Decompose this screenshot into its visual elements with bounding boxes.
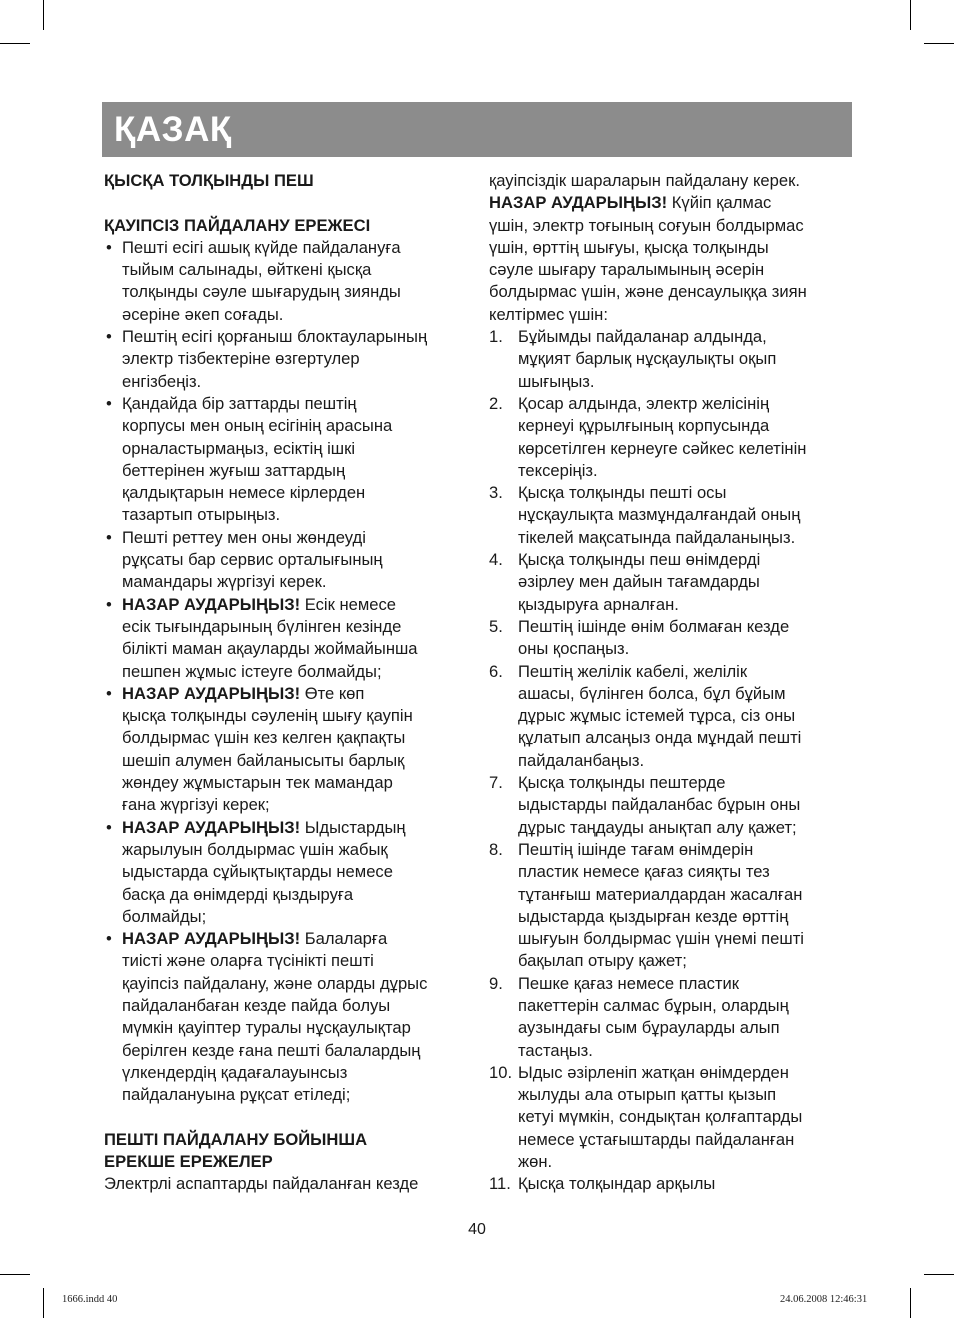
rule-text: мұқият барлық нұсқаулықты оқып [518, 349, 777, 369]
section-heading-microwave: ҚЫСҚА ТОЛҚЫНДЫ ПЕШ [104, 171, 314, 190]
left-column [104, 170, 469, 1196]
rule-text: әзірлеу мен дайын тағамдарды [518, 572, 760, 592]
rule-text: Пештің ішінде тағам өнімдерін [518, 839, 754, 859]
rule-text: жөн. [518, 1152, 553, 1172]
bullet-text: Ыдыстардың [300, 817, 406, 837]
bullet-line [122, 794, 469, 816]
rule-line [518, 950, 851, 972]
numbered-rules-list [489, 326, 851, 1196]
bullet-text: білікті маман ақауларды жоймайынша [122, 639, 418, 659]
numbered-rule-item [489, 616, 851, 661]
warning-text: Күйіп қалмас [667, 193, 772, 213]
rule-number: 4. [489, 550, 503, 570]
rule-line [518, 839, 851, 861]
bullet-line [122, 571, 469, 593]
warning-label: НАЗАР АУДАРЫҢЫЗ! [122, 683, 301, 703]
rule-text: немесе ұстағыштарды пайдаланған [518, 1129, 795, 1149]
rule-text: нұсқаулықта мазмұндалғандай оның [518, 505, 801, 525]
bullet-line [122, 817, 469, 839]
rule-line [518, 661, 851, 683]
bullet-line [122, 527, 469, 549]
language-header-band [102, 102, 852, 157]
bullet-text: жарылуын болдырмас үшін жабық [122, 839, 388, 859]
rule-line [518, 415, 851, 437]
rule-text: шығуын болдырмас үшін үнемі пешті [518, 929, 804, 949]
bullet-text: пешпен жұмыс істеуге болмайды; [122, 661, 382, 681]
rule-text: Қысқа толқынды пешті осы [518, 483, 727, 503]
warning-text: болдырмас үшін, және денсаулыққа зиян [489, 282, 807, 302]
bullet-line [122, 393, 469, 415]
warning-label: НАЗАР АУДАРЫҢЫЗ! [122, 594, 301, 614]
right-column [489, 170, 851, 1196]
bullet-line [122, 950, 469, 972]
rule-line [518, 928, 851, 950]
warning-line [489, 215, 851, 237]
bullet-mark: • [106, 237, 112, 257]
bullet-text: Балаларға [300, 929, 388, 949]
rule-text: тұтанғыш материалдардан жасалған [518, 884, 803, 904]
safety-bullet-item [104, 594, 469, 683]
bullet-text: Пештің есігі қорғаныш блоктауларының [122, 327, 428, 347]
rule-text: Қысқа толқынды пештерде [518, 773, 726, 793]
crop-mark [924, 43, 954, 44]
bullet-line [122, 750, 469, 772]
warning-label: НАЗАР АУДАРЫҢЫЗ! [122, 929, 301, 949]
bullet-line [122, 661, 469, 683]
rule-line [518, 906, 851, 928]
rule-line [518, 683, 851, 705]
rule-line [518, 727, 851, 749]
bullet-text: қауіпсіз пайдалану, және оларды дұрыс [122, 973, 428, 993]
bullet-text: жөндеу жұмыстарын тек мамандар [122, 773, 393, 793]
bullet-mark: • [106, 594, 112, 614]
rule-text: қыздыруға арналған. [518, 594, 679, 614]
bullet-line [122, 237, 469, 259]
bullet-text: берілген кезде ғана пешті балалардың [122, 1040, 421, 1060]
rule-text: кернеуі құрылғының корпусында [518, 416, 770, 436]
warning-paragraph [489, 192, 851, 326]
warning-line [489, 259, 851, 281]
bullet-line [122, 638, 469, 660]
bullet-text: болдырмас үшін кез келген қақпақты [122, 728, 406, 748]
rule-text: Пештің желілік кабелі, желілік [518, 661, 748, 681]
rule-text: көрсетілген кернеуге сәйкес келетінін [518, 438, 807, 458]
rule-line [518, 460, 851, 482]
rule-line [518, 1173, 851, 1195]
bullet-line [122, 772, 469, 794]
numbered-rule-item [489, 839, 851, 973]
rule-text: тікелей мақсатында пайдаланыңыз. [518, 527, 796, 547]
warning-text: келтірмес үшін: [489, 304, 608, 324]
bullet-text: Есік немесе [300, 594, 397, 614]
bullet-text: пайдаланбаған кезде пайда болуы [122, 995, 391, 1015]
print-slug-date: 24.06.2008 12:46:31 [780, 1294, 868, 1305]
rule-line [518, 1151, 851, 1173]
rule-text: бақылап отыру қажет; [518, 951, 687, 971]
bullet-text: шешіп алумен байланысыты барлық [122, 750, 405, 770]
rule-line [518, 571, 851, 593]
numbered-rule-item [489, 772, 851, 839]
bullet-line [122, 705, 469, 727]
safety-bullet-item [104, 393, 469, 527]
crop-mark [0, 1274, 30, 1275]
rule-number: 6. [489, 661, 503, 681]
rule-line [518, 995, 851, 1017]
safety-bullet-item [104, 817, 469, 928]
safety-bullet-item [104, 928, 469, 1106]
language-title: ҚАЗАҚ [114, 110, 232, 149]
warning-text: үшін, электр тоғының соғуын болдырмас [489, 215, 804, 235]
bullet-mark: • [106, 393, 112, 413]
rule-line [518, 705, 851, 727]
bullet-mark: • [106, 683, 112, 703]
warning-line [489, 192, 851, 214]
rule-text: дұрыс жұмыс істемей тұрса, сіз оны [518, 706, 796, 726]
bullet-text: үлкендердің қадағалауынсыз [122, 1062, 348, 1082]
numbered-rule-item [489, 393, 851, 482]
rule-text: аузындағы сым бұрауларды алып [518, 1018, 780, 1038]
bullet-text: Өте көп [300, 683, 365, 703]
bullet-line [122, 884, 469, 906]
bullet-line [122, 594, 469, 616]
bullet-text: корпусы мен оның есігінің арасына [122, 416, 393, 436]
bullet-line [122, 460, 469, 482]
bullet-line [122, 1084, 469, 1106]
rule-line [518, 1129, 851, 1151]
bullet-text: ыдыстарда сұйықтықтарды немесе [122, 862, 393, 882]
print-slug-file: 1666.indd 40 [62, 1294, 118, 1305]
bullet-line [122, 928, 469, 950]
rule-text: құлатып алсаңыз онда мұндай пешті [518, 728, 802, 748]
bullet-line [122, 482, 469, 504]
section-heading-special-rules-2: ЕРЕКШЕ ЕРЕЖЕЛЕР [104, 1152, 273, 1172]
rule-number: 7. [489, 773, 503, 793]
bullet-line [122, 727, 469, 749]
rule-text: жылуды ала отырып қатты қызып [518, 1085, 777, 1105]
rule-text: ыдыстарды пайдаланбас бұрын оны [518, 795, 801, 815]
numbered-rule-item [489, 326, 851, 393]
numbered-rule-item [489, 973, 851, 1062]
rule-line [518, 549, 851, 571]
rule-line [518, 638, 851, 660]
safety-bullet-item [104, 527, 469, 594]
warning-text: үшін, өрттің шығуы, қысқа толқынды [489, 237, 769, 257]
safety-bullet-item [104, 326, 469, 393]
crop-mark [910, 1288, 911, 1318]
numbered-rule-item [489, 549, 851, 616]
rule-line [518, 438, 851, 460]
bullet-line [122, 549, 469, 571]
bullet-line [122, 1040, 469, 1062]
bullet-mark: • [106, 929, 112, 949]
bullet-text: қысқа толқынды сәуленің шығу қаупін [122, 706, 413, 726]
bullet-mark: • [106, 327, 112, 347]
safety-bullet-list [104, 237, 469, 1107]
rule-line [518, 616, 851, 638]
bullet-text: мамандары жүргізуі керек. [122, 572, 327, 592]
rule-line [518, 884, 851, 906]
bullet-text: орналастырмаңыз, есіктің ішкі [122, 438, 356, 458]
bullet-text: беттерінен жуғыш заттардың [122, 460, 346, 480]
bullet-line [122, 259, 469, 281]
rule-text: оны қоспаңыз. [518, 639, 630, 659]
bullet-line [122, 683, 469, 705]
bullet-line [122, 906, 469, 928]
bullet-line [122, 415, 469, 437]
rule-line [518, 371, 851, 393]
bullet-text: мүмкін қауіптер туралы нұсқаулықтар [122, 1018, 411, 1038]
rule-line [518, 1017, 851, 1039]
rule-line [518, 594, 851, 616]
rule-line [518, 772, 851, 794]
bullet-text: тиісті және оларға түсінікті пешті [122, 951, 374, 971]
rule-text: Пештің ішінде өнім болмаған кезде [518, 616, 790, 636]
warning-label: НАЗАР АУДАРЫҢЫЗ! [122, 817, 301, 837]
bullet-mark: • [106, 817, 112, 837]
bullet-line [122, 1017, 469, 1039]
rule-line [518, 794, 851, 816]
rule-number: 5. [489, 616, 503, 636]
rule-line [518, 348, 851, 370]
warning-text: сәуле шығару таралымының әсерін [489, 260, 765, 280]
rule-line [518, 750, 851, 772]
bullet-text: басқа да өнімдерді қыздыруға [122, 884, 354, 904]
bullet-line [122, 616, 469, 638]
rule-line [518, 1084, 851, 1106]
bullet-mark: • [106, 527, 112, 547]
warning-label: НАЗАР АУДАРЫҢЫЗ! [489, 193, 668, 213]
crop-mark [910, 0, 911, 30]
rule-text: ашасы, бүлінген болса, бұл бұйым [518, 683, 786, 703]
rule-line [518, 1040, 851, 1062]
rule-number: 2. [489, 393, 503, 413]
right-intro-line: қауіпсіздік шараларын пайдалану керек. [489, 171, 800, 190]
rule-text: Пешке қағаз немесе пластик [518, 973, 740, 993]
bullet-text: толқынды сәуле шығарудың зиянды [122, 282, 401, 302]
warning-line [489, 304, 851, 326]
section-heading-safety: ҚАУІПСІЗ ПАЙДАЛАНУ ЕРЕЖЕСІ [104, 215, 371, 235]
rule-line [518, 504, 851, 526]
bullet-text: тыйым салынады, өйткені қысқа [122, 260, 372, 280]
rule-line [518, 861, 851, 883]
rule-number: 1. [489, 327, 503, 347]
rule-text: кетуі мүмкін, сондықтан қолғаптарды [518, 1107, 803, 1127]
numbered-rule-item [489, 661, 851, 772]
rule-text: пластик немесе қағаз сияқты тез [518, 862, 770, 882]
rule-line [518, 817, 851, 839]
page-number: 40 [468, 1221, 486, 1238]
numbered-rule-item [489, 1173, 851, 1195]
bullet-text: ғана жүргізуі керек; [122, 795, 270, 815]
bullet-line [122, 861, 469, 883]
rule-line [518, 1062, 851, 1084]
bullet-text: Қандайда бір заттарды пештің [122, 393, 357, 413]
bullet-text: пайдалануына рұқсат етіледі; [122, 1085, 351, 1105]
rule-number: 3. [489, 483, 503, 503]
numbered-rule-item [489, 1062, 851, 1173]
bullet-line [122, 504, 469, 526]
rule-text: Бұйымды пайдаланар алдында, [518, 327, 767, 347]
rule-text: тастаңыз. [518, 1040, 593, 1060]
bullet-line [122, 995, 469, 1017]
rule-number: 11. [489, 1174, 511, 1194]
numbered-rule-item [489, 482, 851, 549]
rule-text: Қосар алдында, электр желісінің [518, 393, 770, 413]
rule-number: 9. [489, 973, 503, 993]
section-heading-special-rules-1: ПЕШТІ ПАЙДАЛАНУ БОЙЫНША [104, 1129, 368, 1149]
safety-bullet-item [104, 237, 469, 326]
special-rules-intro: Электрлі аспаптарды пайдаланған кезде [104, 1174, 419, 1194]
bullet-line [122, 281, 469, 303]
bullet-text: есік тығындарының бүлінген кезінде [122, 616, 402, 636]
rule-text: Қысқа толқындар арқылы [518, 1174, 716, 1194]
rule-text: Ыдыс әзірленіп жатқан өнімдерден [518, 1062, 789, 1082]
rule-text: ыдыстарда қыздырған кезде өрттің [518, 906, 789, 926]
rule-line [518, 527, 851, 549]
crop-mark [924, 1274, 954, 1275]
rule-text: пайдаланбаңыз. [518, 750, 645, 770]
rule-line [518, 326, 851, 348]
bullet-text: рұқсаты бар сервис орталығының [122, 550, 383, 570]
bullet-text: енгізбеңіз. [122, 371, 202, 391]
rule-text: тексеріңіз. [518, 460, 598, 480]
rule-number: 10. [489, 1062, 513, 1082]
rule-number: 8. [489, 839, 503, 859]
bullet-text: әсеріне әкеп соғады. [122, 304, 284, 324]
rule-line [518, 393, 851, 415]
rule-text: дұрыс таңдауды анықтап алу қажет; [518, 817, 797, 837]
rule-line [518, 1106, 851, 1128]
bullet-line [122, 438, 469, 460]
bullet-line [122, 348, 469, 370]
bullet-text: қалдықтарын немесе кірлерден [122, 483, 366, 503]
crop-mark [43, 1288, 44, 1318]
bullet-text: электр тізбектеріне өзгертулер [122, 349, 360, 369]
bullet-text: болмайды; [122, 906, 207, 926]
bullet-text: тазартып отырыңыз. [122, 505, 281, 525]
crop-mark [43, 0, 44, 30]
bullet-text: Пешті реттеу мен оны жөндеуді [122, 527, 366, 547]
bullet-text: Пешті есігі ашық күйде пайдалануға [122, 237, 401, 257]
bullet-line [122, 304, 469, 326]
warning-line [489, 281, 851, 303]
rule-text: шығыңыз. [518, 371, 595, 391]
rule-line [518, 482, 851, 504]
crop-mark [0, 43, 30, 44]
warning-line [489, 237, 851, 259]
bullet-line [122, 326, 469, 348]
rule-text: Қысқа толқынды пеш өнімдерді [518, 550, 761, 570]
bullet-line [122, 1062, 469, 1084]
rule-text: пакеттерін салмас бұрын, олардың [518, 995, 789, 1015]
bullet-line [122, 371, 469, 393]
bullet-line [122, 839, 469, 861]
rule-line [518, 973, 851, 995]
safety-bullet-item [104, 683, 469, 817]
bullet-line [122, 973, 469, 995]
